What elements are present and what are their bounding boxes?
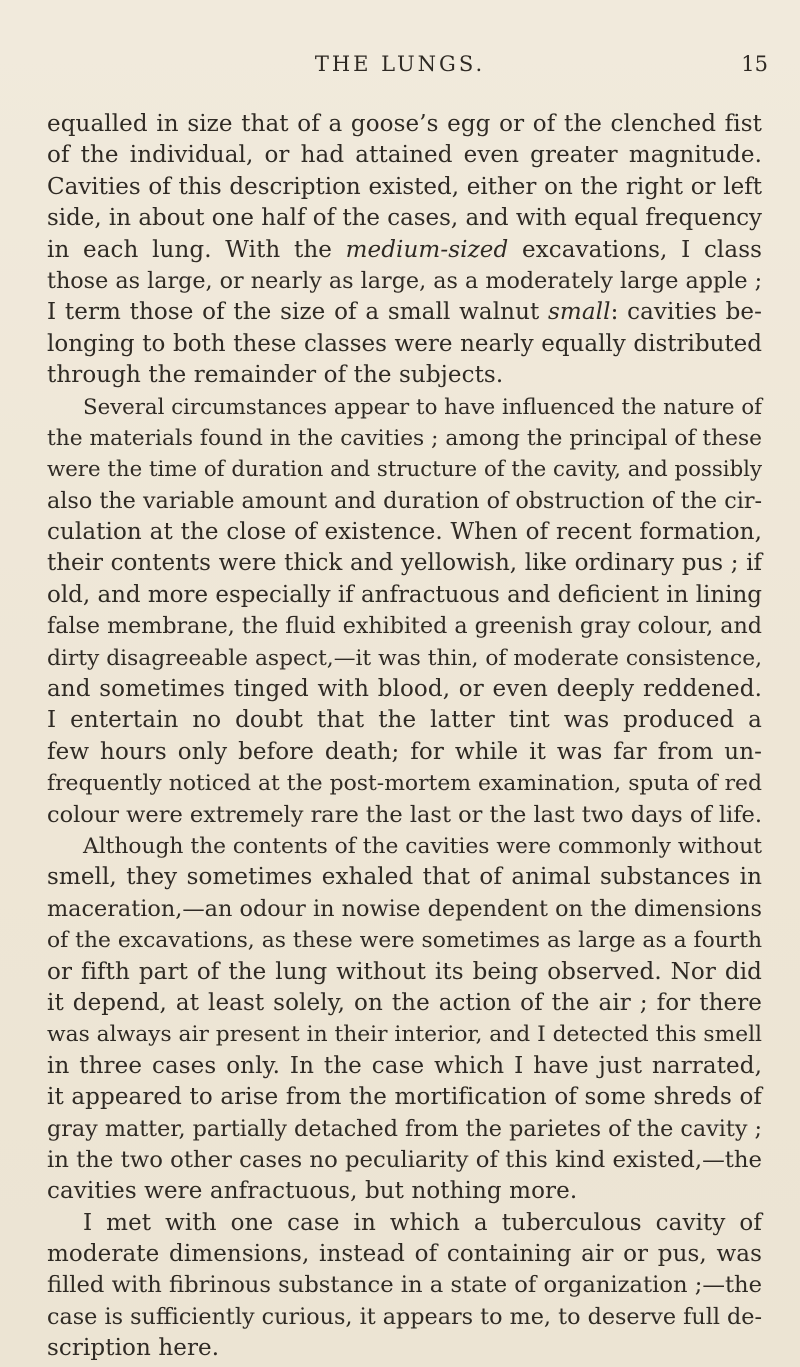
text-line: longing to both these classes were nearly equally distributed bbox=[47, 330, 762, 357]
text-line: equalled in size that of a goose’s egg or of the clenched fist bbox=[47, 111, 762, 137]
text-line: and sometimes tinged with blood, or even deeply reddened. bbox=[47, 676, 762, 703]
text-segment: : cavities be- bbox=[610, 299, 762, 326]
text-line: of the excavations, as these were sometimes as large as a fourth bbox=[47, 928, 763, 954]
text-line: their contents were thick and yellowish, like ordinary pus ; if bbox=[47, 550, 762, 577]
text-line: false membrane, the fluid exhibited a greenish gray colour, and bbox=[47, 613, 762, 640]
text-line: case is sufficiently curious, it appears to me, to deserve full de- bbox=[47, 1303, 762, 1330]
text-line: in the two other cases no peculiarity of this kind existed,—the bbox=[47, 1146, 762, 1173]
text-line: old, and more especially if anfractuous and deficient in lining bbox=[47, 581, 762, 608]
text-line: also the variable amount and duration of obstruction of the cir- bbox=[47, 487, 762, 514]
text-line: maceration,—an odour in nowise dependent on the dimensions bbox=[47, 895, 762, 922]
page-number: 15 bbox=[741, 52, 768, 76]
text-line: cavities were anfractuous, but nothing more. bbox=[47, 1178, 578, 1205]
italic-term: medium-sized bbox=[345, 236, 509, 263]
text-line: I entertain no doubt that the latter tint was produced a bbox=[47, 707, 762, 734]
text-segment: excavations, I class bbox=[508, 236, 762, 263]
text-line: of the individual, or had attained even greater magnitude. bbox=[47, 142, 762, 169]
text-line: scription here. bbox=[47, 1335, 220, 1362]
italic-term: small bbox=[548, 299, 611, 326]
text-segment: I term those of the size of a small walnut bbox=[47, 299, 549, 326]
text-line: smell, they sometimes exhaled that of animal substances in bbox=[47, 864, 762, 891]
running-title: THE LUNGS. bbox=[314, 52, 486, 76]
text-line: moderate dimensions, instead of containing air or pus, was bbox=[47, 1241, 762, 1268]
text-line: dirty disagreeable aspect,—it was thin, of moderate consistence, bbox=[47, 645, 762, 671]
text-segment: in each lung. With the bbox=[47, 236, 346, 263]
text-line: the materials found in the cavities ; among the principal of these bbox=[47, 425, 762, 451]
text-line: in three cases only. In the case which I have just narrated, bbox=[47, 1052, 762, 1079]
text-line: Although the contents of the cavities were commonly without bbox=[83, 833, 762, 859]
text-line: filled with fibrinous substance in a state of organization ;—the bbox=[47, 1272, 762, 1299]
text-line: was always air present in their interior, and I detected this smell bbox=[47, 1022, 762, 1048]
text-line: few hours only before death; for while it was far from un- bbox=[47, 738, 762, 765]
text-line bbox=[47, 297, 762, 328]
text-line: were the time of duration and structure of the cavity, and possibly bbox=[47, 457, 762, 483]
text-line bbox=[47, 235, 762, 266]
text-line: or fifth part of the lung without its being observed. Nor did bbox=[47, 958, 762, 985]
body-text bbox=[47, 109, 762, 1365]
text-line: colour were extremely rare the last or the last two days of life. bbox=[47, 801, 762, 828]
text-line: Several circumstances appear to have influenced the nature of bbox=[83, 394, 762, 420]
text-line: gray matter, partially detached from the parietes of the cavity ; bbox=[47, 1115, 762, 1142]
text-line: it appeared to arise from the mortification of some shreds of bbox=[47, 1084, 762, 1111]
text-line: side, in about one half of the cases, and with equal frequency bbox=[47, 205, 762, 232]
text-line: it depend, at least solely, on the action of the air ; for there bbox=[47, 989, 762, 1016]
text-line: those as large, or nearly as large, as a moderately large apple ; bbox=[47, 267, 763, 294]
running-head bbox=[0, 52, 800, 86]
text-line: frequently noticed at the post-mortem examination, sputa of red bbox=[47, 771, 762, 797]
text-line: Cavities of this description existed, either on the right or left bbox=[47, 173, 762, 200]
text-line: I met with one case in which a tuberculous cavity of bbox=[83, 1209, 762, 1236]
text-line: culation at the close of existence. When of recent formation, bbox=[47, 519, 762, 546]
text-line: through the remainder of the subjects. bbox=[47, 362, 504, 389]
